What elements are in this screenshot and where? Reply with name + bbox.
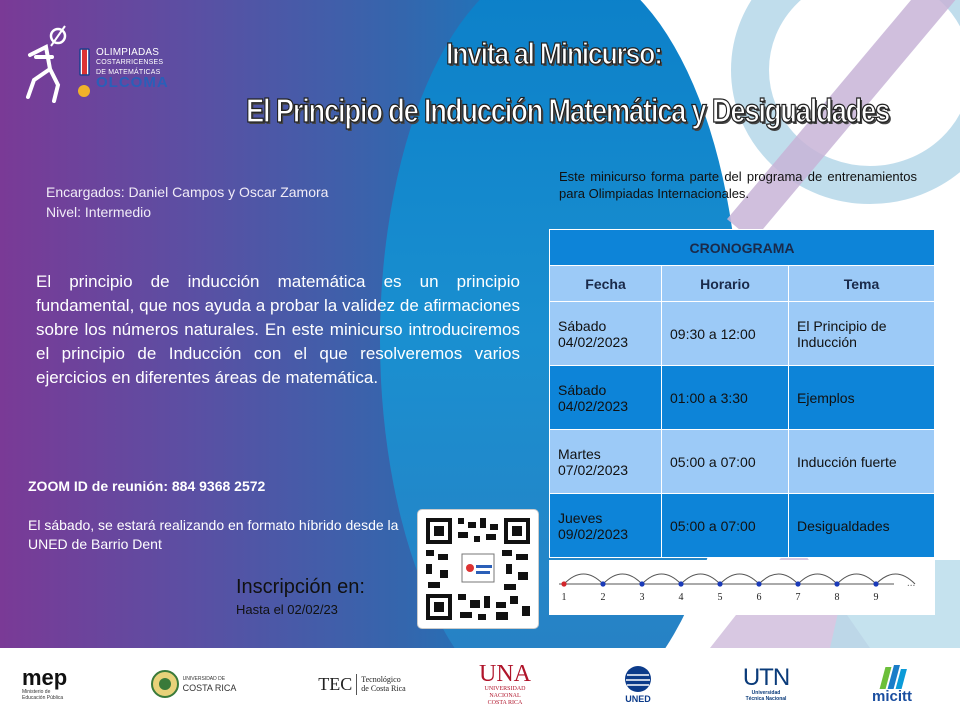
qr-code[interactable] [418,510,538,628]
footer-sponsors [0,648,960,720]
tema-cell: El Principio de Inducción [789,302,935,366]
number-line-dot [678,581,683,586]
table-row [550,494,935,558]
number-line-label: 1 [561,592,567,603]
encargados-text: Encargados: Daniel Campos y Oscar Zamora [46,184,329,200]
una-logo-text: UNA [479,660,531,687]
mep-logo-text: mep [22,665,68,690]
tema-cell: Inducción fuerte [789,430,935,494]
number-line-label: 8 [834,592,840,603]
number-line-dot [873,581,878,586]
ucr-seal-icon [150,669,180,699]
number-line-dot [600,581,605,586]
number-line-dot [834,581,839,586]
number-line-label: 2 [600,592,606,603]
uned-logo [616,658,660,710]
utn-sub2: Técnica Nacional [745,696,787,702]
table-row [550,430,935,494]
col-fecha: Fecha [550,266,662,302]
tec-logo [312,658,412,710]
number-line-dot [639,581,644,586]
title-line2: El Principio de Inducción Matemática y Desigualdades [246,92,890,129]
horario-cell: 01:00 a 3:30 [662,366,789,430]
number-line-label: 7 [795,592,801,603]
tema-cell: Ejemplos [789,366,935,430]
tema-cell: Desigualdades [789,494,935,558]
col-tema: Tema [789,266,935,302]
horario-cell: 05:00 a 07:00 [662,494,789,558]
number-line-label: 4 [678,592,684,603]
horario-cell: 05:00 a 07:00 [662,430,789,494]
una-logo [476,658,534,710]
number-line-label: 9 [873,592,879,603]
info-block [46,182,328,222]
fecha-cell: Martes 07/02/2023 [550,430,662,494]
table-row [550,302,935,366]
uned-globe-icon [623,664,653,694]
fecha-cell: Sábado 04/02/2023 [550,366,662,430]
number-line-diagram [549,560,935,615]
utn-logo [736,658,796,710]
col-horario: Horario [662,266,789,302]
mep-logo [22,658,82,710]
horario-cell: 09:30 a 12:00 [662,302,789,366]
utn-logo-text: UTN [742,664,790,691]
micitt-bars-icon [872,665,912,689]
ucr-text-1: UNIVERSIDAD DE [182,676,226,682]
micitt-logo [872,658,934,710]
logo-line1: OLIMPIADAS [96,47,160,58]
table-row [550,366,935,430]
nivel-text: Nivel: Intermedio [46,204,152,220]
tec-sub1: Tecnológico [361,675,401,684]
hybrid-format-text: El sábado, se estará realizando en formato híbrido desde la UNED de Barrio Dent [28,517,399,552]
qr-code-icon [418,510,538,628]
utn-sub1: Universidad [751,690,781,696]
number-line-ellipsis: ... [907,577,916,589]
cronograma-table [549,229,935,558]
uned-text: UNED [625,694,651,704]
program-note: Este minicurso forma parte del programa de entrenamientos para Olimpiadas Internacionales. [559,169,917,201]
zoom-id-text: ZOOM ID de reunión: 884 9368 2572 [28,478,266,494]
cronograma-title: CRONOGRAMA [550,230,935,266]
number-line-dot [561,581,566,586]
tec-logo-text: TEC [318,674,357,695]
ucr-text-2: COSTA RICA [182,683,237,693]
title-line1: Invita al Minicurso: [446,36,662,71]
intro-paragraph: El principio de inducción matemática es un principio fundamental, que nos ayuda a probar la validez de afirmaciones sobre los números naturales. En este minicurso introduciremos el principio de Inducción con el que resolveremos varios ejercicios en diferentes áreas de matemática. [36,272,520,387]
number-line-label: 3 [639,592,645,603]
logo-acronym: OLCOMA [96,74,169,91]
una-sub3: COSTA RICA [487,699,523,706]
number-line-label: 5 [717,592,723,603]
number-line-dot [756,581,761,586]
tec-sub2: de Costa Rica [361,684,406,693]
number-line-dot [717,581,722,586]
inscripcion-heading: Inscripción en: [236,576,365,598]
ucr-logo [148,658,238,710]
micitt-logo-text: micitt [872,687,913,705]
fecha-cell: Jueves 09/02/2023 [550,494,662,558]
una-sub1: UNIVERSIDAD [484,685,526,692]
logo-line2: COSTARRICENSES [96,59,164,66]
una-sub2: NACIONAL [489,692,521,699]
olcoma-logo-text [96,47,169,91]
number-line-label: 6 [756,592,762,603]
deadline-text: Hasta el 02/02/23 [236,602,338,617]
fecha-cell: Sábado 04/02/2023 [550,302,662,366]
mep-logo-sub: Ministerio de Educación Pública [22,689,64,701]
number-line-dot [795,581,800,586]
logo-line3: DE MATEMÁTICAS [96,69,161,76]
